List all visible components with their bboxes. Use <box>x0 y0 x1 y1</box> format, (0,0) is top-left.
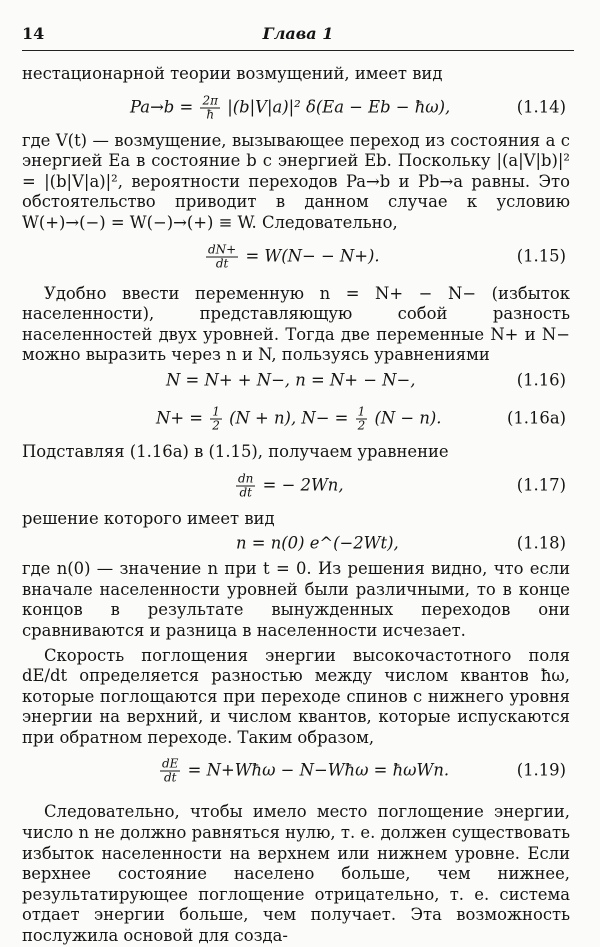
equation-1-17-body <box>234 472 344 499</box>
eq-1-16a-lhs: N+ = <box>156 408 204 428</box>
equation-1-14-body <box>130 94 450 121</box>
equation-1-16 <box>22 366 570 396</box>
eq-1-15-num: dN+ <box>208 242 237 257</box>
eq-1-16a-den-2: 2 <box>357 418 366 433</box>
eq-1-14-rhs: |(b|V|a)|² δ(Ea − Eb − ħω), <box>227 97 451 117</box>
equation-1-18-number: (1.18) <box>516 533 566 553</box>
paragraph-7: Скорость поглощения энергии высокочастотного поля dE/dt определяется разностью между числом квантов ħω, которые поглощаются при переходе спинов с нижнего уровня энергии на верхний, и числом квантов, которые испускаются при обратном переходе. Таким образом, <box>22 645 570 747</box>
page-header <box>22 24 574 46</box>
equation-1-14-number: (1.14) <box>516 97 566 117</box>
eq-1-16a-rhs: (N − n). <box>374 408 442 428</box>
paragraph-6: где n(0) — значение n при t = 0. Из решения видно, что если вначале населенности уровней были различными, то в конце концов в результате вынужденных переходов они сравниваются и разница в населенности исчезает. <box>22 559 570 640</box>
eq-1-16a-num-2: 1 <box>357 404 366 419</box>
eq-1-19-den: dt <box>163 770 177 785</box>
equation-1-15-number: (1.15) <box>516 246 566 266</box>
equation-1-16a-body <box>156 405 442 432</box>
eq-1-19-rhs: = N+Wħω − N−Wħω = ħωWn. <box>187 760 450 780</box>
equation-1-19-number: (1.19) <box>516 761 566 781</box>
page-number: 14 <box>22 24 45 43</box>
header-rule <box>22 50 574 51</box>
paragraph-1: нестационарной теории возмущений, имеет вид <box>22 64 443 83</box>
eq-1-14-fraction <box>200 94 220 121</box>
eq-1-16a-mid: (N + n), N− = <box>229 408 349 428</box>
equation-1-19 <box>22 748 570 794</box>
equation-1-16-number: (1.16) <box>516 370 566 390</box>
eq-1-14-lhs: Pa→b = <box>130 97 194 117</box>
eq-1-19-fraction <box>160 758 180 785</box>
eq-1-17-rhs: = − 2Wn, <box>262 475 344 495</box>
equation-1-15-body <box>204 243 380 270</box>
equation-1-16a-number: (1.16а) <box>506 408 566 428</box>
paragraph-3: Удобно ввести переменную n = N+ − N− (избыток населенности), представляющую собой разность населенностей двух уровней. Тогда две переменные N+ и N− можно выразить через n и N, пользуясь уравнениями <box>22 283 570 365</box>
paragraph-4: Подставляя (1.16а) в (1.15), получаем уравнение <box>22 441 449 461</box>
equation-1-18 <box>22 529 570 559</box>
equation-1-16a <box>22 396 570 442</box>
paragraph-8: Следовательно, чтобы имело место поглощение энергии, число n не должно равняться нулю, т. е. должен существовать избыток населенности на верхнем или нижнем уровне. Если верхнее состояние населено больше, чем нижнее, результатирующее поглощение отрицательно, т. е. система отдает энергии больше, чем получает. Эта возможность послужила основой для созда- <box>22 802 570 946</box>
eq-1-16a-fraction-2 <box>356 405 368 432</box>
eq-1-16a-num-1: 1 <box>212 404 220 419</box>
equation-1-17 <box>22 463 570 509</box>
equation-1-15 <box>22 234 570 280</box>
eq-1-15-rhs: = W(N− − N+). <box>245 246 380 266</box>
equation-1-16-body: N = N+ + N−, n = N+ − N−, <box>166 370 416 390</box>
eq-1-16a-den-1: 2 <box>212 418 220 433</box>
eq-1-19-num: dE <box>162 756 179 771</box>
equation-1-18-body: n = n(0) e^(−2Wt), <box>236 533 399 553</box>
eq-1-15-den: dt <box>215 256 229 271</box>
eq-1-17-fraction <box>236 472 255 499</box>
paragraph-5: решение которого имеет вид <box>22 508 275 528</box>
eq-1-14-den: ħ <box>206 107 215 122</box>
eq-1-14-num: 2π <box>202 93 218 108</box>
eq-1-17-num: dn <box>238 471 254 486</box>
equation-1-17-number: (1.17) <box>516 475 566 495</box>
eq-1-17-den: dt <box>239 485 252 500</box>
paragraph-2: где V(t) — возмущение, вызывающее переход из состояния a с энергией Ea в состояние b с энергией Eb. Поскольку |(a|V|b)|² = |(b|V|a)|², вероятности переходов Pa→b и Pb→a равны. Это обстоятельство приводит в данном случае к условию W(+)→(−) = W(−)→(+) ≡ W. Следовательно, <box>22 130 570 232</box>
chapter-title: Глава 1 <box>262 24 334 43</box>
equation-1-14 <box>22 85 570 131</box>
eq-1-16a-fraction-1 <box>210 405 222 432</box>
equation-1-19-body <box>158 758 449 785</box>
page-body <box>22 64 570 947</box>
eq-1-15-fraction <box>206 243 238 270</box>
